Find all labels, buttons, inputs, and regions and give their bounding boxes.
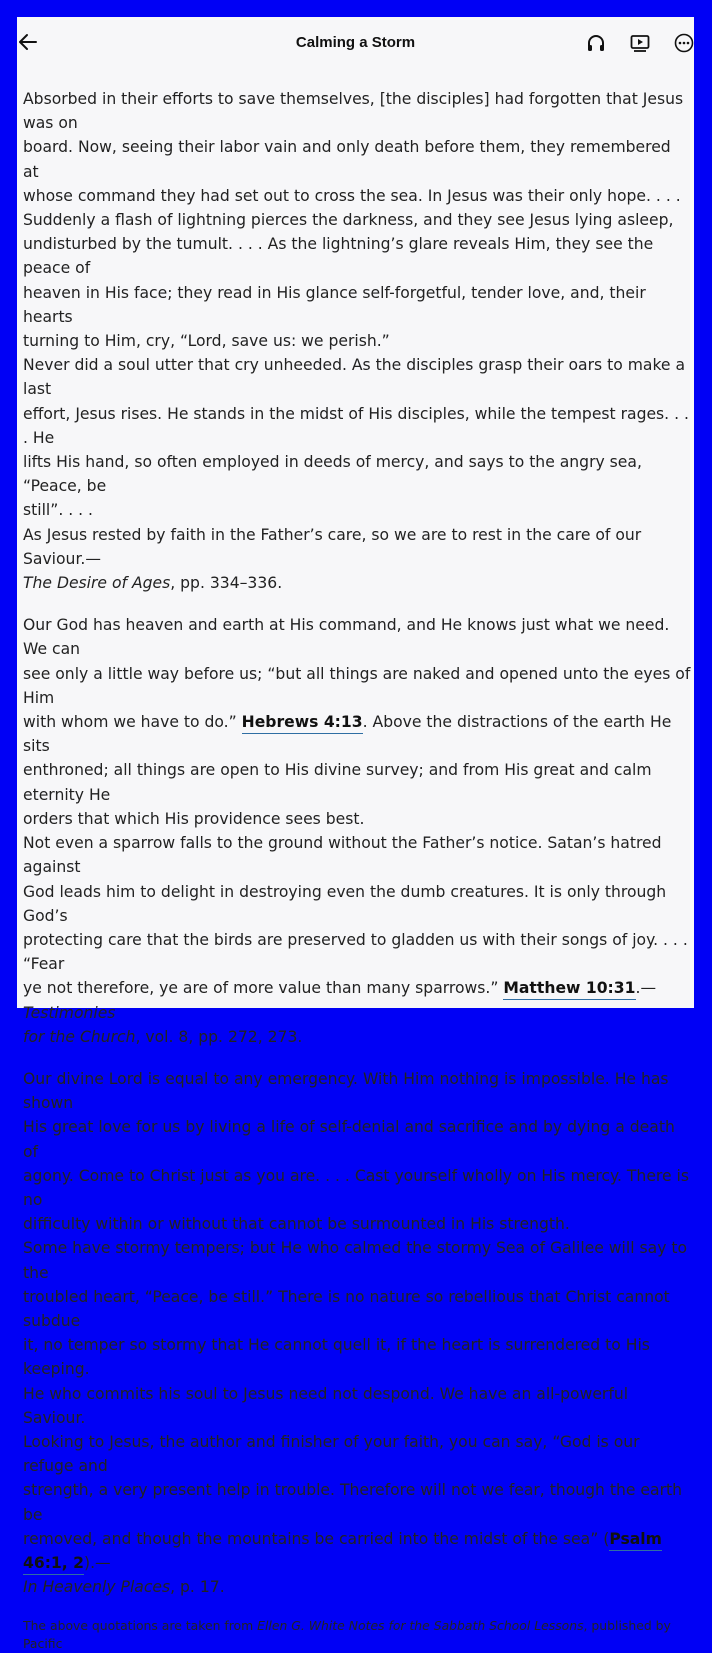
text-line: see only a little way before us; “but all things are naked and opened unto the eyes of Him [23,664,691,707]
text-line: difficulty within or without that cannot be surmounted in His strength. [23,1215,570,1234]
source-title: Testimonies [23,1003,116,1022]
text-segment: removed, and though the mountains be carried into the midst of the sea” ( [23,1529,610,1548]
text-line: heaven in His face; they read in His glance self-forgetful, tender love, and, their hearts [23,283,646,326]
text-line: whose command they had set out to cross the sea. In Jesus was their only hope. . . . [23,186,681,205]
text-line: strength, a very present help in trouble. Therefore will not we fear, though the earth be [23,1481,682,1524]
text-segment: .— [635,979,657,998]
text-line: turning to Him, cry, “Lord, save us: we perish.” [23,332,390,351]
text-line: agony. Come to Christ just as you are. . . . Cast yourself wholly on His mercy. There is no [23,1166,689,1209]
source-title: The Desire of Ages [23,574,171,593]
source-line [23,571,691,595]
quote-testimonies [23,613,691,1049]
source-line [23,1575,691,1599]
text-segment: ).— [84,1553,111,1572]
text-line: protecting care that the birds are preserved to gladden us with their songs of joy. . . . “Fear [23,930,688,974]
text-line: As Jesus rested by faith in the Father’s care, so we are to rest in the care of our Saviour.— [23,525,642,568]
bible-ref-hebrews-4-13[interactable]: Hebrews 4:13 [242,713,363,734]
headphones-icon [585,32,607,54]
lesson-content [23,87,691,1653]
text-line: He who commits his soul to Jesus need not despond. We have an all-powerful Saviour. [23,1384,629,1427]
source-line [23,1025,691,1049]
more-options-icon [673,32,695,54]
text-line: Our God has heaven and earth at His command, and He knows just what we need. We can [23,616,670,659]
top-bar [17,17,694,69]
text-line [23,710,691,758]
source-title: for the Church [23,1027,136,1046]
more-options-button[interactable] [673,32,695,54]
footnote-suffix: , published by Pacific [23,1618,671,1652]
reader-window [17,17,694,1652]
text-segment: ye not therefore, ye are of more value than many sparrows.” [23,979,504,998]
source-pages: , vol. 8, pp. 272, 273. [135,1027,303,1046]
bible-ref-psalm-46-1-2[interactable]: Psalm 46:1, 2 [23,1530,662,1575]
text-line: troubled heart, “Peace, be still.” There is no nature so rebellious that Christ cannot subdue [23,1287,670,1330]
text-line: still”. . . . [23,501,94,520]
video-button[interactable] [629,32,651,54]
footnote-prefix: The above quotations are taken from [23,1618,258,1634]
text-line: Suddenly a flash of lightning pierces the darkness, and they see Jesus lying asleep, [23,211,674,230]
text-line [23,976,691,1024]
text-line [23,1527,691,1575]
text-line: board. Now, seeing their labor vain and only death before them, they remembered at [23,138,671,181]
text-line: orders that which His providence sees best. [23,809,365,828]
footnote [23,1617,691,1653]
text-line: Our divine Lord is equal to any emergency. With Him nothing is impossible. He has shown [23,1069,669,1113]
bible-ref-matthew-10-31[interactable]: Matthew 10:31 [503,979,635,1000]
text-line: undisturbed by the tumult. . . . As the lightning’s glare reveals Him, they see the peace of [23,235,654,278]
text-line: lifts His hand, so often employed in deeds of mercy, and says to the angry sea, “Peace, be [23,453,642,496]
text-line: Absorbed in their efforts to save themselves, [the disciples] had forgotten that Jesus was on [23,90,684,133]
text-line: Looking to Jesus, the author and finisher of your faith, you can say, “God is our refuge and [23,1432,640,1476]
quote-desire-of-ages [23,87,691,595]
source-pages: , p. 17. [170,1578,225,1597]
text-line: Some have stormy tempers; but He who calmed the stormy Sea of Galilee will say to the [23,1239,688,1282]
text-line: enthroned; all things are open to His divine survey; and from His great and calm eternity He [23,761,652,804]
text-segment: . Above the distractions of the earth He sits [23,713,672,756]
text-line: Not even a sparrow falls to the ground without the Father’s notice. Satan’s hatred against [23,834,662,877]
text-line: His great love for us by living a life of self-denial and sacrifice and by dying a death of [23,1118,675,1161]
source-title: In Heavenly Places [23,1578,171,1597]
text-line: it, no temper so stormy that He cannot quell it, if the heart is surrendered to His keeping. [23,1336,650,1379]
play-video-icon [629,32,651,54]
source-pages: , pp. 334–336. [170,574,283,593]
text-line: effort, Jesus rises. He stands in the midst of His disciples, while the tempest rages. . . . He [23,404,689,447]
text-line: God leads him to delight in destroying even the dumb creatures. It is only through God’s [23,882,667,925]
footnote-publication: Ellen G. White Notes for the Sabbath School Lessons [257,1618,584,1634]
page-title: Calming a Storm [295,34,416,51]
text-line: Never did a soul utter that cry unheeded. As the disciples grasp their oars to make a last [23,356,686,399]
quote-heavenly-places [23,1067,691,1599]
text-segment: with whom we have to do.” [23,713,242,732]
audio-button[interactable] [585,32,607,54]
